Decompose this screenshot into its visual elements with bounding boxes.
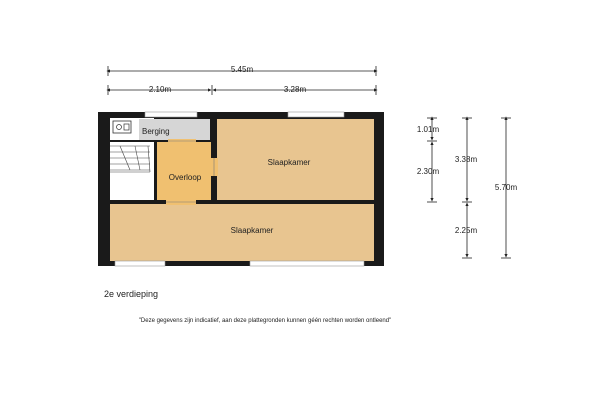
dimension-height-2 xyxy=(417,141,440,202)
boiler-icon xyxy=(113,121,131,133)
left-width-label: 2.10m xyxy=(148,85,172,94)
dimension-height-upper xyxy=(455,118,478,202)
dimension-total-width xyxy=(108,65,376,76)
height-upper-label: 3.38m xyxy=(454,155,478,164)
overloop-label: Overloop xyxy=(168,173,202,182)
disclaimer-text: "Deze gegevens zijn indicatief, aan deze plattegronden kunnen géén rechten worden ontleend" xyxy=(138,318,392,324)
inner-wall xyxy=(110,200,374,204)
floor-label: 2e verdieping xyxy=(104,289,159,299)
dimension-right-width xyxy=(212,85,376,95)
height-2-label: 2.30m xyxy=(416,167,440,176)
dimension-height-total xyxy=(495,118,518,258)
overloop-room xyxy=(157,142,211,200)
slaapkamer-bottom-label: Slaapkamer xyxy=(230,226,274,235)
right-width-label: 3.28m xyxy=(283,85,307,94)
height-total-label: 5.70m xyxy=(494,183,518,192)
total-width-label: 5.45m xyxy=(230,65,254,74)
dimension-height-1 xyxy=(417,118,440,139)
inner-wall xyxy=(154,140,157,200)
dimension-left-width xyxy=(108,85,210,95)
height-1-label: 1.01m xyxy=(416,125,440,134)
height-3-label: 2.25m xyxy=(454,226,478,235)
slaapkamer-top-label: Slaapkamer xyxy=(267,158,311,167)
berging-label: Berging xyxy=(142,127,170,136)
stairwell-area xyxy=(110,142,154,200)
dimension-height-3 xyxy=(455,204,478,258)
